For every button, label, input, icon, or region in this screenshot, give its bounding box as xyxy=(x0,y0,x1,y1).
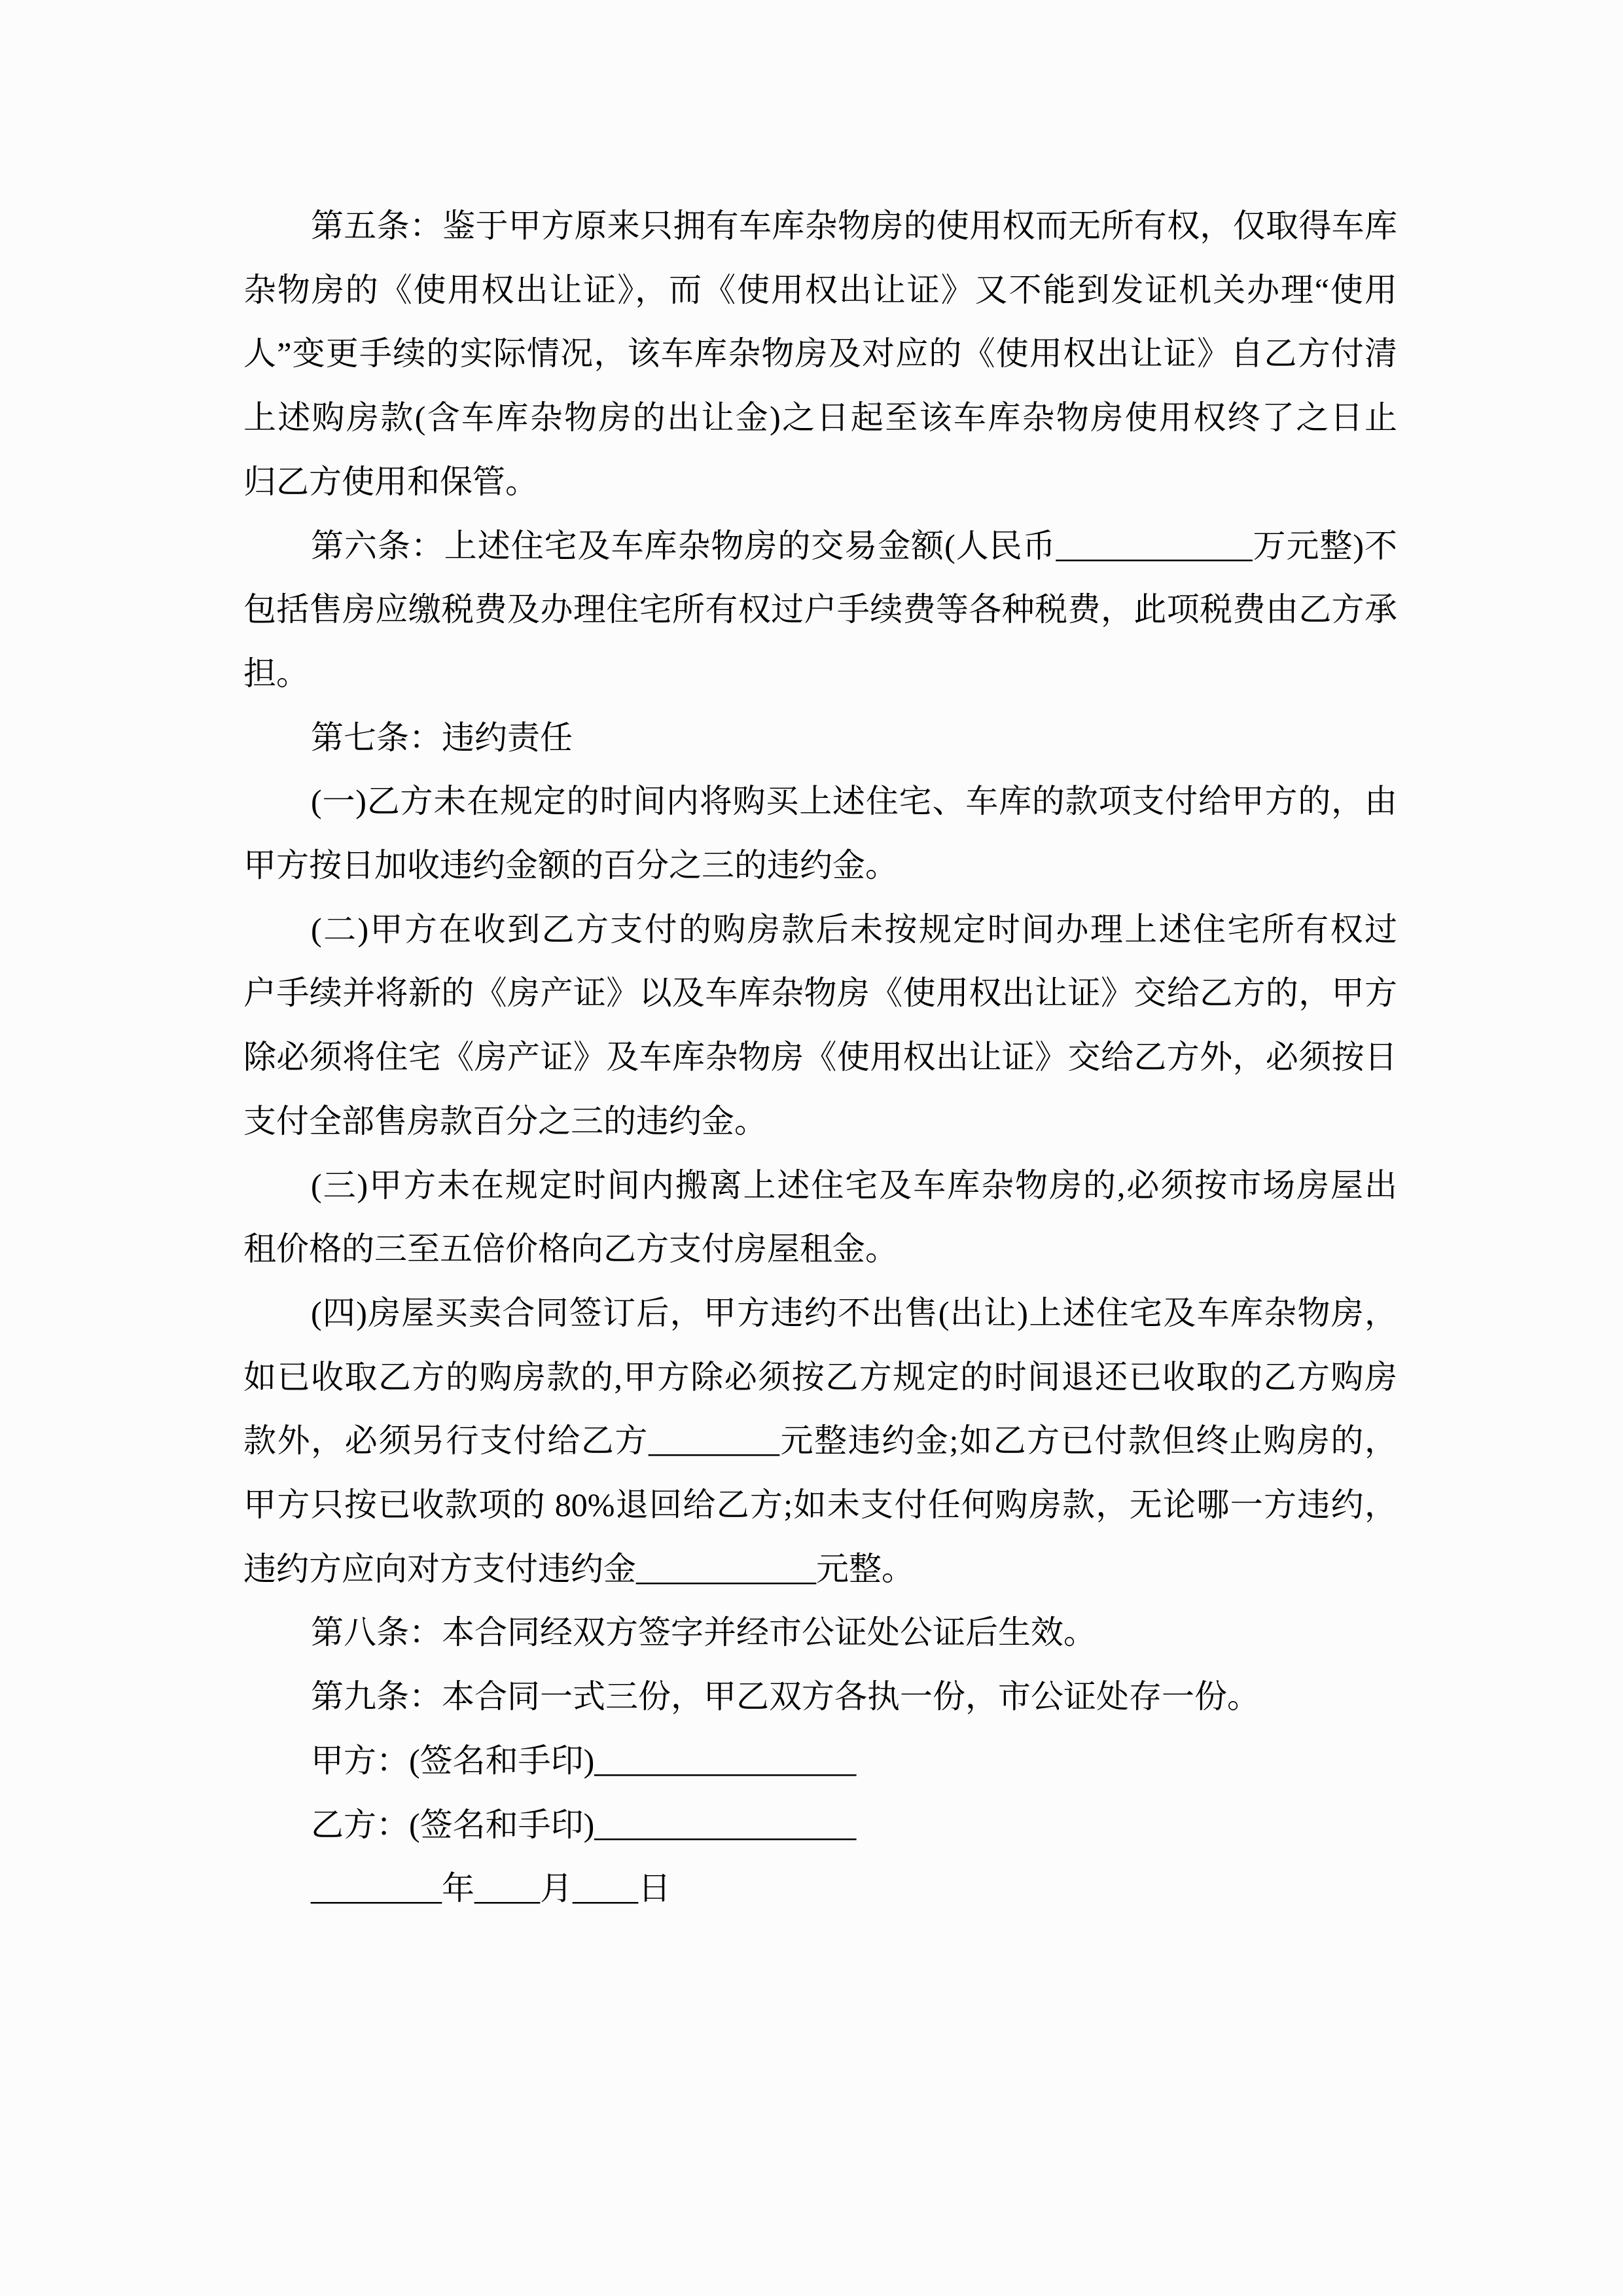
document-line: 第五条：鉴于甲方原来只拥有车库杂物房的使用权而无所有权，仅取得车库 xyxy=(311,207,1397,244)
document-line: (一)乙方未在规定的时间内将购买上述住宅、车库的款项支付给甲方的，由 xyxy=(311,783,1397,820)
document-line: 款外，必须另行支付给乙方________元整违约金;如乙方已付款但终止购房的， xyxy=(243,1422,1397,1460)
document-line: 归乙方使用和保管。 xyxy=(243,463,538,500)
document-line: (四)房屋买卖合同签订后，甲方违约不出售(出让)上述住宅及车库杂物房， xyxy=(311,1294,1397,1331)
document-line: 租价格的三至五倍价格向乙方支付房屋租金。 xyxy=(243,1230,898,1268)
document-line: 担。 xyxy=(243,655,309,692)
document-line: 人”变更手续的实际情况，该车库杂物房及对应的《使用权出让证》自乙方付清 xyxy=(243,335,1397,372)
document-line: 上述购房款(含车库杂物房的出让金)之日起至该车库杂物房使用权终了之日止 xyxy=(243,399,1397,437)
document-line: 第七条：违约责任 xyxy=(311,719,573,756)
document-line: 户手续并将新的《房产证》以及车库杂物房《使用权出让证》交给乙方的，甲方 xyxy=(243,975,1397,1012)
document-line: 支付全部售房款百分之三的违约金。 xyxy=(243,1102,767,1139)
document-line: (二)甲方在收到乙方支付的购房款后未按规定时间办理上述住宅所有权过 xyxy=(311,910,1397,948)
document-line: 包括售房应缴税费及办理住宅所有权过户手续费等各种税费，此项税费由乙方承 xyxy=(243,591,1397,628)
document-line: 甲方只按已收款项的 80%退回给乙方;如未支付任何购房款，无论哪一方违约， xyxy=(243,1486,1397,1524)
contract-text-block xyxy=(243,194,1397,1921)
document-line: 第八条：本合同经双方签字并经市公证处公证后生效。 xyxy=(311,1614,1096,1651)
document-line: 甲方按日加收违约金额的百分之三的违约金。 xyxy=(243,847,898,884)
document-line: 除必须将住宅《房产证》及车库杂物房《使用权出让证》交给乙方外，必须按日 xyxy=(243,1039,1397,1076)
document-line: 违约方应向对方支付违约金___________元整。 xyxy=(243,1550,914,1587)
document-line: 第六条：上述住宅及车库杂物房的交易金额(人民币____________万元整)不 xyxy=(311,527,1397,564)
document-line: 甲方：(签名和手印)________________ xyxy=(311,1742,857,1779)
document-line: 如已收取乙方的购房款的,甲方除必须按乙方规定的时间退还已收取的乙方购房 xyxy=(243,1358,1397,1395)
document-line: 杂物房的《使用权出让证》，而《使用权出让证》又不能到发证机关办理“使用 xyxy=(243,271,1397,308)
document-line: 第九条：本合同一式三份，甲乙双方各执一份，市公证处存一份。 xyxy=(311,1678,1260,1715)
document-line: 乙方：(签名和手印)________________ xyxy=(311,1806,857,1843)
document-line: (三)甲方未在规定时间内搬离上述住宅及车库杂物房的,必须按市场房屋出 xyxy=(311,1166,1397,1204)
document-line: ________年____月____日 xyxy=(311,1870,671,1907)
